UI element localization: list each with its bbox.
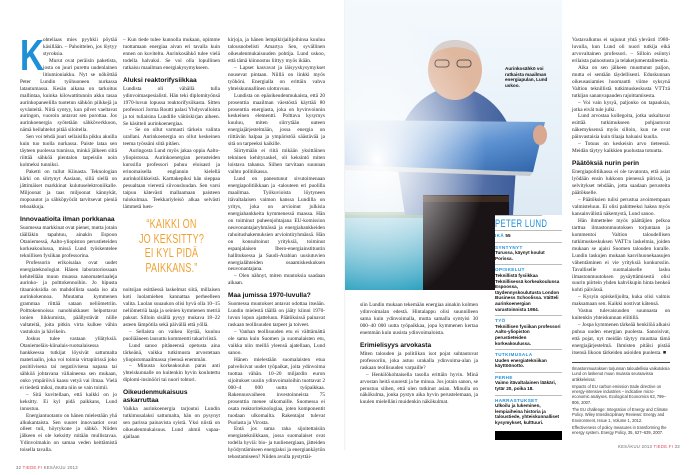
- paragraph: Miten talouden ja politiikan isot pojat suhtautuvat professoriin, joka astuu urakalla ydinvoima-alan ja raskaan teollisuuden varpaille?: [360, 350, 478, 371]
- reference-item: The EU challenge: Integration of Energy and Climate Policy. Wiley Interdisciplinary Reviews: Energy and Environment, Issue 1, Volume 1, 2012.: [572, 407, 668, 423]
- reference-item: Effectiveness of policy measures in transforming the energy system. Energy Policy, 35, 627–639, 2007.: [572, 424, 667, 436]
- fact-item: [495, 372, 562, 395]
- references-box: [572, 362, 670, 438]
- fact-value: Teknillisen fysiikan professori Aalto-yliopiston perustieteiden korkeakoulussa.: [495, 323, 561, 346]
- section-heading: Erimielisyys arvokasta: [360, 341, 432, 349]
- paragraph: – Vanhan teollisuuden etu ei välttämättä ole sama kuin Suomen ja suomalaisten etu, vaikka niin meillä yleensä ajatellaan, Lund sanoo.: [228, 329, 325, 356]
- paragraph: Energiantuotanto on hänen mielestään yhä alkukantaista. Sen suuret innovaatiot ovat olleet tuli, höyrykone ja sähkö. Niiden jälkeen ei ole keksitty mitään mullistavaa. Ydinvoimakin on samaa veden keittämistä toisella tavalla.: [20, 412, 117, 454]
- paragraph: Lund sanoo pitäneensä opetusta aina tärkeänä, vaikka tutkimusta arvostetaan yliopistomaailmassa yleensä enemmän.: [123, 342, 220, 363]
- left-column-3: [228, 37, 325, 461]
- right-column-1: [360, 302, 478, 406]
- folio-left: [16, 465, 78, 471]
- paragraph: Hän ihmettelee myös päättäjien pelkoa tarttua ilmastonmuutoksen torjuntaan ja kommentoi Valtion taloudellisen tutkimuskeskuksen VATT:n laskelmia, joiden mukaan se ajaisi Suomen talouden kuralle. Lundin laskujen mukaan kasvihuonekaasujen vähentäminen ei vie yrityksiä konkurssiin. Tavalliselle suomalaiselle lasku ilmastonmuutoksen pysäyttämisestä olisi suurin piirtein yhden kahvikupin hinta henkeä kohti päivässä.: [572, 217, 670, 294]
- paragraph: – Henkilökohtaisella tasolla erittäin hyvin. Minä arvostan heitä suuresti ja he minua. Jos jotain sanon, se perustuu siihen, että olen tutkinut asian. Minulla on näkökulma, jonka pystyn aika hyvin perustelemaan, ja kuulen mielelläni muidenkin näkökulmat.: [360, 371, 478, 406]
- fact-label: IKÄ: [495, 233, 505, 238]
- paragraph: Paketti on tullut Kiinasta. Teknologian kärki on siirtynyt Aasiaan, sillä siellä on jättimäiset markkinat kulutuselektroniikalle. Miljoonat ja taas miljoonat kännykät, mopoautot ja sähköpyörät tarvitsevat pieniä tehoakkuja.: [20, 169, 117, 210]
- paragraph: – Sitä kuvitellaan, että kaikki on jo keksitty. Ei kyl pidä paikkans, Lund innostuu.: [20, 391, 117, 412]
- paragraph: kirjoja, ja hänen lempikirjailijoihinsa kuuluu talousnobelisti Amartya Sen, syvällinen oikeudenmukaisuuden pohtija. Lund uskoo, että tämä kiinnostus liittyy myös ikään.: [228, 37, 325, 64]
- paragraph: Lundista on epäoikeudenmukaista, että 20 prosenttia maailman väestöstä käyttää 80 prosenttia energiasta, joka on hyvinvoinnin keskeinen elementti. Polttava kysymys kuuluu, miten siirrytään uuteen energiajärjestelmään, jossa energia on riittävän halpaa ja ympäristöä säästävää ja sitä on tarpeeksi kaikille.: [228, 92, 325, 148]
- paragraph: Professorin erikoisalaa ovat uudet energiateknologiat. Hänen laboratoriossaan kehitellään muun muassa nanomateriaaleja aurinko- ja polttokennoihin. Jo hipusta titaanioksidia on mahdollista saada iso ala aurinkokennoa. Muutama kymmenen grammaa riittää sataan neliömetriin. Polttokennoissa nanohiukkaset helpottavat ionien liikkumista, päällystävät niille valtateitä, joita pitkin virta kulkee vähin vastuksin ja hävikein.: [20, 259, 117, 336]
- paragraph: siin Lundin mukaan tekemään energiaa ainakin kolmen ydinvoimalan edestä. Hintalappu olisi suunnilleen sama kuin ydinvoimalla, mutta samalla syntyisi 30 000–40 000 uutta työpaikkaa, jopa kymmenen kertaa enemmän kuin uusista ydinvoimaloista.: [360, 302, 478, 336]
- drop-cap: K: [20, 31, 44, 80]
- fact-item: [495, 315, 562, 349]
- section-heading: Päätöksiä nurin perin: [572, 160, 640, 168]
- paragraph: Suomessa muutokset antavat odottaa itseään. Lundin mielestä täällä on jääty kiinni 1970-luvun lopun ajatteluun. Päätöksissä painavat raskaan teollisuuden tarpeet ja toiveet.: [228, 301, 325, 329]
- pull-quote: [123, 217, 220, 275]
- pull-quote-line: EI KYL PIDÄ: [144, 246, 199, 260]
- fact-box-name: PETER LUND: [495, 215, 542, 230]
- fact-box: [495, 215, 562, 440]
- fact-item: [495, 242, 562, 265]
- paragraph: noitsijan esittäessä laskelmat siitä, millaisen koti luolamiehen kannattaa perheelleen valita. Luolan suuaukon olisi hyvä olla 10–15 neliömetriä laaja ja seinien kymmenen metriä paksut. Silloin sisällä pysyy mukava 18–22 asteen lämpötila sekä päivällä että yöllä.: [123, 287, 220, 328]
- photo-caption: Aurinkosähkö voi ratkaista maailman energiapulan, Lund uskoo.: [505, 66, 548, 88]
- pull-quote-line: PAIKKANS.”: [145, 260, 198, 275]
- paragraph: Murut ovat peräisin paketista, josta on juuri purettu uudenlainen litiumioniakku. Nyt se nököttää Peter Lundin työhuoneen nurkassa latautumassa. Kesän aikana on tarkoitus mallintaa, kuinka kilowattitunnin akku tasaa aurinkopaneelilla tuotetun sähkön piikkejä ja syvänteitä. Niitä syntyy, kun pilvet vaeltavat auringon, vuoroin antavat sen porottaa. Jos aurinkoenergia syötetään sähköverkkoon, nämä heilahtelut pitää siloitella.: [20, 57, 117, 134]
- paragraph: Sen voi tehdä juuri sellaisilla pikku akuilla kuin tuo tuolla nurkassa. Paiste lataa sen täyteen puolessa tunnissa, minkä jälkeen siitä riittää sähköä pientalon tarpeisiin noin kolmeksi tunniksi.: [20, 134, 117, 169]
- paragraph: – Voi vain kysyä, paljonko on tapauksia, jotka eivät tule julki.: [572, 99, 670, 113]
- paragraph: ohteliaas mies pyyhkii pöytää käsillään. – Pahoittelen, jos löytyy styroksia.: [43, 37, 117, 57]
- paragraph: – Totuus on keskeisin arvo tieteessä. Meidän täytyy kaikkien puolustaa totuutta.: [572, 141, 670, 155]
- fact-value: 55: [505, 233, 511, 238]
- section-heading: Aluksi reaktorifysiikkaa: [123, 76, 197, 84]
- fact-item: [495, 230, 562, 242]
- issue-date: KESÄKUU 2013: [618, 444, 653, 449]
- references-intro: Ilmastonmuutoksen torjunnan taloudellisia vaikutuksia Lund on laskenut muun muassa seuraavissa artikkeleissa:: [572, 366, 670, 382]
- fact-item: [495, 264, 562, 315]
- folio-right: [618, 444, 680, 450]
- fact-value: Turussa, käynyt koulut Porissa.: [495, 250, 545, 261]
- paragraph: – Lapset kasvavat ja iäisyyskysymykset nousevat pintaan. Niillä on linkki myös työhöni. Energialla on erittäin vahva yhteiskunnallinen ulottuvuus.: [228, 64, 325, 92]
- left-column-2-bottom: [123, 287, 220, 441]
- paragraph: Auringosta Lund myös jakaa oppia Aalto-yliopistossa. Aurinkoenergian perusteiden kurssilla professori puhuu eloisasti ja erinomaisella englannin kielellä aurinkoliikkeistä. Karttakepiksi hän sieppaa pesualtaan vierestä siivousluudan. Sen varsi taipuu kätevästi mallaamaan paisteen tulokulmaa. Teekkariyleisö alkaa selvästi lämmetä luen-: [123, 148, 220, 210]
- left-column-1: [20, 31, 117, 454]
- paragraph: – Sellaista on vaikea löytää, kuuluu puoliääneen lausuttu kommentti takariviistä.: [123, 328, 220, 342]
- section-heading: Oikeudenmukaisuus askarruttaa: [123, 389, 188, 405]
- pull-quote-line: JO KEKSITTY?: [138, 231, 205, 246]
- paragraph: Vastavalkutus ei sujunut yhtä ylevästi 1980-luvulla, kun Lund oli nuori tutkija eikä arvovaltainen professori. – Silloin esiintyi erilaista painostusta ja telaketjumentaliteettia.: [572, 37, 670, 64]
- paragraph: – Päätöksien tulisi perustua avoimempaan valmisteluun. Ei olisi pahitteeksi hakea myös kansainvälistä näkemystä, Lund sanoo.: [572, 197, 670, 217]
- magazine-brand: TIEDE.FI: [653, 444, 674, 449]
- fact-item: [495, 349, 562, 372]
- paragraph: Energiapolitiikassa ei ole tavatonta, että asiat lyödään ensin lukkoon pienessä piirissä, ja selvitykset tehdään, jotta saadaan perusteita päätökselle.: [572, 169, 670, 197]
- fact-value: Uuden energiatekniikan käyttöönotto.: [495, 357, 547, 369]
- reference-item: Impacts of EU carbon emission trade directive on energy-intensive industries – indicative micro-economic analyses. Ecological Economics 63, 799–806, 2007.: [572, 383, 666, 405]
- paragraph: – Kysyin opiskelijoilta, kuka olisi valmis maksamaan sen. Kaikki nostivat kätensä.: [572, 294, 670, 308]
- paragraph: – Kun tiede tulee kunnolla mukaan, opimme tuottamaan energiaa aivan eri tavalla kuin ennen on kuviteltu. Aurinkosähkö tulee vielä todella halvaksi. Se voi olla lopullinen ratkaisu maailman energiakysymykseen.: [123, 37, 220, 71]
- fact-label: SYNTYNYT: [495, 244, 523, 250]
- section-heading: Innovaatioita ilman porkkanaa: [20, 215, 115, 223]
- fact-label: TYÖ: [495, 318, 506, 324]
- right-column-2: [572, 37, 670, 357]
- paragraph: – Olen nähnyt, miten muutoksia saadaan aikaan.: [228, 273, 325, 287]
- fact-value: Vaimo itävaltalainen lääkäri, tytär 20, poika 18.: [495, 380, 557, 392]
- fact-item: [495, 395, 562, 429]
- paragraph: Entä jos sama raha sijoitettaisiin energiatekniikkaan, jossa suomalaiset ovat todella hyviä: bio- ja tuulienergiaan, jätteiden hyödyntämiseen energiaksi ja energiankäytön tehostamiseen? Niiden avulla pystyttäi-: [228, 426, 325, 461]
- section-heading: Maa jumissa 1970-luvulla?: [228, 292, 311, 300]
- paragraph: Joskus tulee vastaan yllätyksiä. Otaniemeläis-kiinalais-ruotsalaisessa hankkeessa tutkijat löysivät sattumalta materiaalin, joka voi toimia virtapiirissä joko positiivisena tai negatiivisena napana tai sähköä johtavana väliaineena sen mukaan, onko ympäröivä kaasu vetyä vai ilmaa. Vielä ei tiedetä miksi, mutta niin se vain toimii.: [20, 336, 117, 391]
- page-number: 33: [674, 444, 680, 449]
- fact-label: OPISKELUT: [495, 267, 525, 273]
- paragraph: – Jospa kymmenen tärkeää henkilöä alkaisi puhua uuden energian puolesta. Sanoisivat, että pojat, nyt meidän täytyy muuttaa tämä energiajärjestelmä. Ihmisten pitäisi pistää itsensä likoon tärkeiden asioiden puolesta. ■: [572, 322, 670, 356]
- black-bar: [495, 431, 562, 440]
- pull-quote-line: “KAIKKI ON: [146, 217, 197, 231]
- paragraph: Suomessa markkinat ovat pienet, mutta jotain täälläkin tapahtuu, ainakin Espoon Otaniemessä, Aalto-yliopiston perustieteiden korkeakoulussa, missä Lund työskentelee teknillisen fysiikan professorina.: [20, 224, 117, 259]
- fact-label: PERHE: [495, 374, 513, 380]
- magazine-brand: TIEDE.FI: [22, 465, 43, 470]
- paragraph: Lund on paneutunut sivutoimenaan energiapolitiikkaan ja -talouteen eri puolilla maailmaa. Työkuvioista löytyneen itävaltalaisen vaimon kanssa Lundilla on yritys, joka on arvioinut julkisia energiahankkeita kymmenessä maassa. Hän on toiminut puheenjohtajana EU-komission neuvonantajaryhmässä ja energiahankkeiden rahoitushakemuksien arviointiryhmässä. Hän on konsultoinut yrityksiä, toiminut espanjalaisen Ibero-energiainstituutin hallituksessa ja Saudi-Arabian uusiutuvien energialähteiden osaamiskeskuksen neuvonantajana.: [228, 176, 325, 273]
- fact-value: Ulkoilu ja lukeminen, lempiaiheina historia ja taloustiede, yhteiskunnalliset kysymykset, kulttuuri.: [495, 403, 560, 426]
- paragraph: Vastuu tulevaisuuden suunnasta on kuitenkin yhteiskunnan eliitillä.: [572, 308, 670, 322]
- paragraph: Hänen mielestään suomalaisten etua palvelisivat uudet työpaikat, joita ydinvoima tuottaa vähän. 10–20 miljardin euron sijoitukset uusiin ydinvoimaloihin tuottavat 2 000–4 000 uutta työpaikkaa. Rakennusvaiheen investoinneista 75 prosenttia menee ulkomaille. Suomessa ei osata reaktoriteknologiaa, joten komponentit tuodaan ulkomailta. Rakentajat tulevat Puolasta ja Virosta.: [228, 356, 325, 426]
- paragraph: – Se on ollut varmasti tärkein valinta urallani. Aurinkoenergia on ollut keskeinen teema työssäni siitä pitäen.: [123, 127, 220, 148]
- paragraph: Lund arvostaa kollegoita, jotka uskaltavat esittää tutkimukseen pohjautuvat näkemyksensä myös silloin, kun ne ovat päinvastaisia kuin tilaaja haluaisi kuulla.: [572, 113, 670, 141]
- fact-label: HARRASTUKSET: [495, 397, 538, 403]
- paragraph: Vaikka aurinkoenergia tarjoutui Lundin tutkimusalaksi sattumalta, hän on pysynyt sen parissa painavista syistä. Yksi niistä on oikeudenmukaisuus. Lund ahmii vapaa-ajallaan: [123, 406, 220, 441]
- paragraph: Lundista oli vähällä tulla ydinvoimaspesialisti. Hän teki diplomityönsä 1970-luvun lopussa reaktorifysiikasta. Sitten professori Jorma Routti palasi Yhdysvalloista ja toi tuliaisina Lundille väitöskirjan aiheen. Se käsitteli aurinkoenergiaa.: [123, 85, 220, 127]
- issue-date: KESÄKUU 2013: [43, 465, 78, 470]
- paragraph: – Minusta korkeakoulun paras anti yhteiskunnalle on kuitenkin hyvin koulutettu diplomi-insinööri tai nuori tohtori.: [123, 363, 220, 384]
- left-column-2-top: [123, 37, 220, 211]
- paragraph: Aika on sen jälkeen muuttunut paljon, mutta ei sentään täydellisesti. Eduskunnan oikeusasiamies huomautti viime syksynä Valtion teknillistä tutkimuskeskusta VTT:tä tutkijan sananvapauden rajoittamisesta.: [572, 64, 670, 99]
- paragraph: Siirtymään ei riitä mikään yksittäinen tekninen kehitysaskel, oli keksintö miten loistava tahansa. Siihen tarvitaan suunnan vaihto politiikassa.: [228, 148, 325, 176]
- page-number: 32: [16, 465, 22, 470]
- fact-label: TUTKIMUSALA: [495, 352, 533, 358]
- fact-value: Teknillistä fysiikkaa Teknillisessä korkeakoulussa Espoossa, täydennyskoulutusta London Business Schoolissa. Väitteli aurinkoenergian varastoinnista 1984.: [495, 272, 560, 312]
